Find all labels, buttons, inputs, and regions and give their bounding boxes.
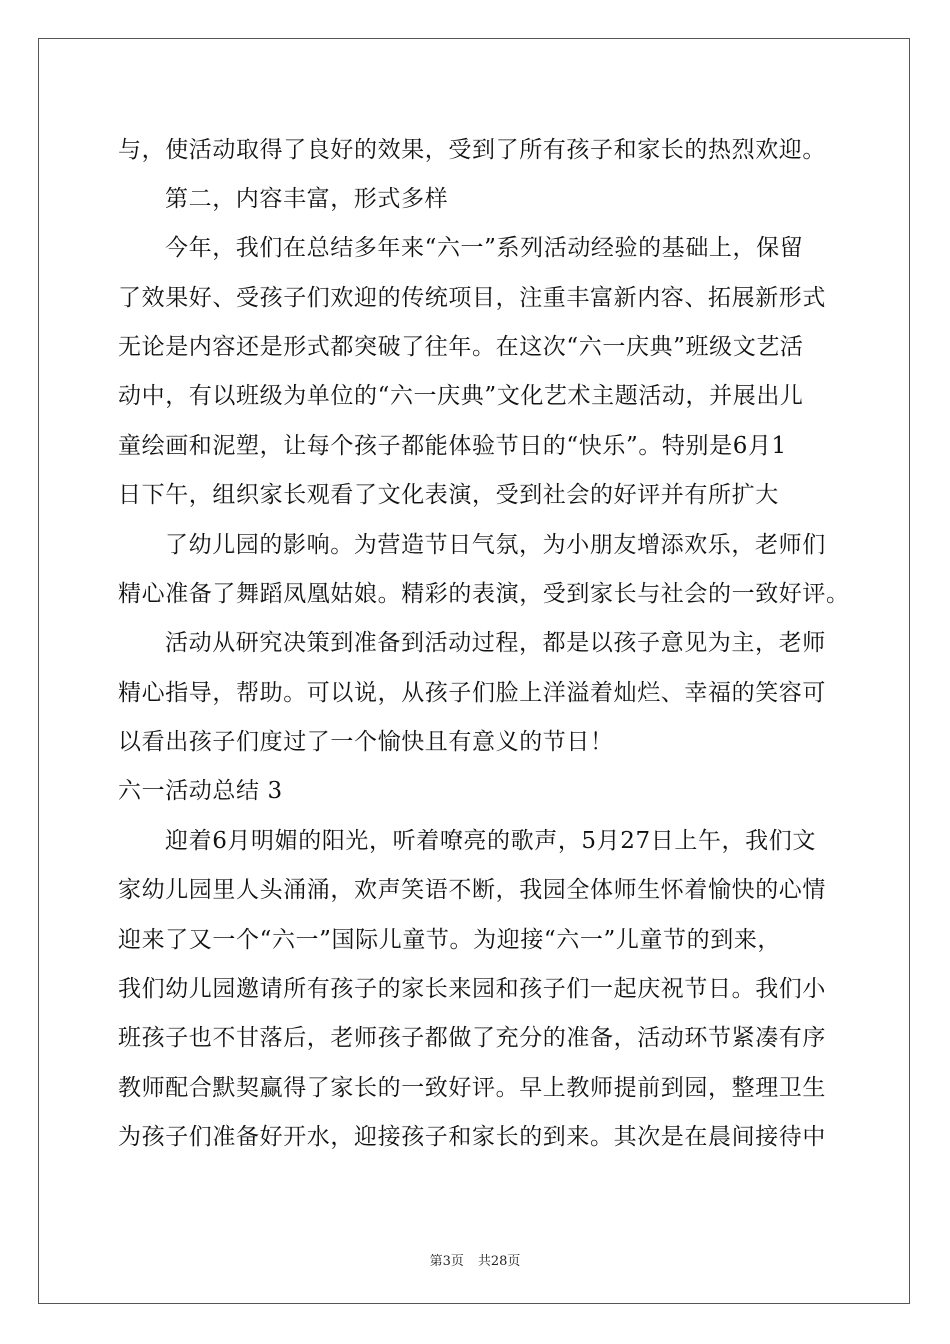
text-line: 与，使活动取得了良好的效果，受到了所有孩子和家长的热烈欢迎。 [118,137,826,163]
text-line: 迎来了又一个“六一”国际儿童节。为迎接“六一”儿童节的到来， [118,927,782,953]
text-line: 精心指导，帮助。可以说，从孩子们脸上洋溢着灿烂、幸福的笑容可 [118,680,826,706]
text-line: 动中，有以班级为单位的“六一庆典”文化艺术主题活动，并展出儿 [118,383,804,409]
text-line: 精心准备了舞蹈凤凰姑娘。精彩的表演，受到家长与社会的一致好评。 [118,581,850,607]
text-line: 活动从研究决策到准备到活动过程，都是以孩子意见为主，老师 [165,630,826,656]
text-line: 今年，我们在总结多年来“六一”系列活动经验的基础上，保留 [165,235,804,261]
page-total: 共28页 [477,1254,521,1269]
text-line: 迎着6月明媚的阳光，听着嘹亮的歌声，5月27日上午，我们文 [165,828,816,854]
section-heading: 第二，内容丰富，形式多样 [165,186,449,212]
text-line: 班孩子也不甘落后，老师孩子都做了充分的准备，活动环节紧凑有序 [118,1025,826,1051]
text-line: 了效果好、受孩子们欢迎的传统项目，注重丰富新内容、拓展新形式 [118,285,826,311]
text-line: 教师配合默契赢得了家长的一致好评。早上教师提前到园，整理卫生 [118,1075,826,1101]
text-line: 童绘画和泥塑，让每个孩子都能体验节日的“快乐”。特别是6月1 [118,433,787,459]
page-footer [0,1250,950,1269]
text-line: 为孩子们准备好开水，迎接孩子和家长的到来。其次是在晨间接待中 [118,1124,826,1150]
section-title: 六一活动总结 3 [118,778,283,804]
page-frame [38,38,910,1304]
text-line: 我们幼儿园邀请所有孩子的家长来园和孩子们一起庆祝节日。我们小 [118,976,826,1002]
page-number: 第3页 [429,1254,464,1269]
text-line: 了幼儿园的影响。为营造节日气氛，为小朋友增添欢乐，老师们 [165,532,826,558]
text-line: 以看出孩子们度过了一个愉快且有意义的节日！ [118,729,614,755]
text-line: 无论是内容还是形式都突破了往年。在这次“六一庆典”班级文艺活 [118,334,804,360]
text-line: 日下午，组织家长观看了文化表演，受到社会的好评并有所扩大 [118,482,779,508]
text-line: 家幼儿园里人头涌涌，欢声笑语不断，我园全体师生怀着愉快的心情 [118,877,826,903]
